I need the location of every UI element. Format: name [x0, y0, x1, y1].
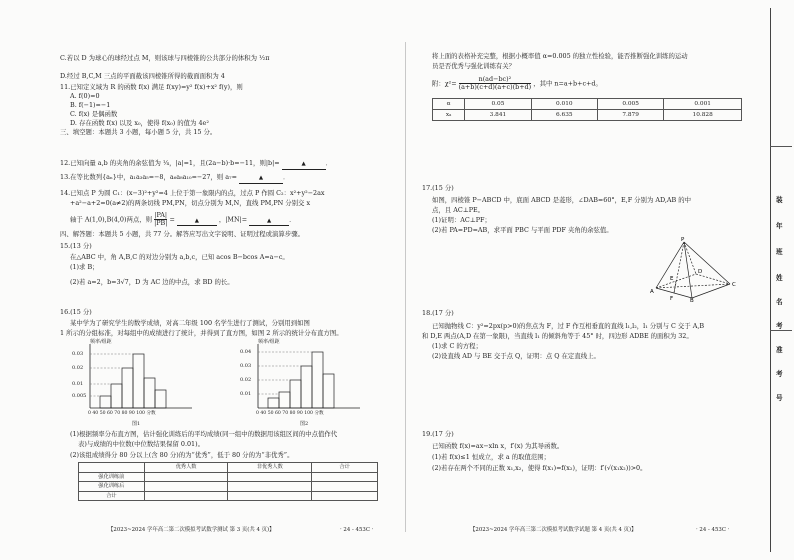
- histogram-2-plot: [240, 338, 370, 418]
- q16-title: 16.(15 分): [60, 308, 92, 316]
- q17-line3: (1)证明：AC⊥PF；: [432, 216, 491, 224]
- q11-stem: 11.已知定义域为 R 的函数 f(x) 满足 f(xy)=y² f(x)+x² f(y)，则: [60, 83, 243, 91]
- q19-line3: (2)若存在两个不同的正数 x₁,x₂，使得 f(x₁)=f(x₂)，证明：f′(√(x₁x₂))>0。: [432, 464, 647, 472]
- q15-line3: (2)若 a=2，b=3√7，D 为 AC 边的中点，求 BD 的长。: [70, 278, 234, 286]
- left-footer: 【2023~2024 学年高二第二次模拟考试数学测试 第 3 页(共 4 页)】: [108, 527, 275, 533]
- side-char: 名: [776, 298, 783, 306]
- q10-option-c: C.若以 D 为球心的球经过点 M，则该球与四棱锥的公共部分的体积为 ½π: [60, 54, 270, 62]
- q14-line1: 14.已知点 P 为圆 C₁：(x−3)²+y²=4 上位于第一象限内的点，过点 P 作圆 C₂：x²+y²−2ax: [60, 189, 325, 197]
- q18-line2: 和 D,E 两点(A,D 在第一象限)，当直线 l₁ 的倾斜角等于 45° 时，四边形 ADBE 的面积为 32。: [422, 332, 693, 340]
- table-row: α 0.05 0.010 0.005 0.001: [433, 99, 742, 110]
- q14-answer-blank-1: ▲: [177, 216, 217, 227]
- table-row: 合计: [79, 491, 378, 501]
- q15-line1: 在△ABC 中，角 A,B,C 的对边分别为 a,b,c，已知 acos B−bcos A=a−c。: [70, 253, 289, 261]
- q19-line2: (1)若 f(x)≤1 恒成立，求 a 的取值范围；: [432, 453, 551, 461]
- pyramid-label-p: P: [681, 237, 685, 243]
- q12-answer-blank: ▲: [282, 159, 326, 170]
- q13-answer-blank: ▲: [239, 173, 283, 184]
- q14-answer-blank-2: ▲: [249, 216, 289, 227]
- q16-line5: (2)该组成绩得分 80 分以上(含 80 分)的为“优秀”，低于 80 分的为“非优秀”。: [70, 451, 294, 459]
- section-4-heading: 四、解答题：本题共 5 小题，共 77 分。解答应写出文字说明、证明过程或演算步骤。: [60, 230, 304, 238]
- critical-value-table: [432, 98, 742, 121]
- q16-formula: 附：χ²= $\frac{\text{n(ad−bc)²}}{(a+b)(c+d)(a+c)(b+d)}$ ，其中 n=a+b+c+d。: [432, 75, 602, 91]
- q18-line3: (1)求 C 的方程；: [432, 342, 482, 350]
- table-row: 强化训练前: [79, 472, 378, 482]
- q16-line4: 表)与成绩的中位数(中位数结果保留 0.01)。: [78, 440, 204, 448]
- table-row: 优秀人数 非优秀人数 合计: [79, 463, 378, 473]
- page-divider: [405, 42, 406, 532]
- q16-cont-line2: 员是否优秀与强化训练有关？: [432, 62, 516, 70]
- q13: 13.在等比数列{aₙ}中，a₁a₃a₅=−8，a₆a₈a₁₀=−27，则 a₇= ▲ ．: [60, 173, 289, 184]
- right-footer: 【2023~2024 学年高三第二次模拟考试数学试题 第 4 页(共 4 页)】: [470, 527, 637, 533]
- q14-line3: 轴于 A(1,0),B(4,0)两点，则 $\frac{|PA|}{|PB|}$ = ▲ ，|MN|= ▲ ．: [70, 211, 296, 227]
- histogram-1: 频率/组距 0.03 0.02 0.01 0.005 0 40 50 60 70 80 90 100 分数 图1: [72, 338, 202, 438]
- q18-line4: (2)设直线 AD 与 BE 交于点 Q，证明：点 Q 在定直线上。: [432, 352, 600, 360]
- chi-square-fraction: $\frac{\text{n(ad−bc)²}}{(a+b)(c+d)(a+c)(b+d)}$: [458, 75, 532, 91]
- side-char: 年: [776, 222, 783, 230]
- pyramid-label-f: F: [670, 296, 674, 302]
- binding-margin: [764, 0, 794, 560]
- q16-line3: (1)根据频率分布直方图，估计强化训练后的平均成绩(同一组中的数据用该组区间的中点值作代: [70, 430, 338, 438]
- q15-line2: (1)求 B；: [70, 263, 99, 271]
- side-char: 姓: [776, 274, 783, 282]
- q16-line2: 1 所示的分组标准，对每组中的成绩进行了统计，并得到了直方图，如图 2 所示的统计分布直方图。: [60, 329, 343, 337]
- q11-option-b: B. f(−1)=−1: [70, 101, 111, 109]
- q18-line1: 已知抛物线 C：y²=2px(p>0)的焦点为 F，过 F 作互相垂直的直线 l₁,l₂，l₁ 分别与 C 交于 A,B: [432, 322, 705, 330]
- histogram-2: 频率/组距 0.04 0.03 0.02 0.01 0 40 50 60 70 80 90 100 分数 图2: [240, 338, 370, 438]
- pyramid-label-d: D: [698, 269, 703, 275]
- left-footer-code: · 24 - 453C ·: [340, 527, 374, 533]
- pyramid-label-a: A: [650, 289, 654, 295]
- q17-line4: (2)若 PA=PD=AB，求平面 PBC 与平面 PDF 夹角的余弦值。: [432, 226, 613, 234]
- q11-option-d: D. 存在函数 f(x) 以及 x₀，使得 f(x₀) 的值为 4e²: [70, 119, 209, 127]
- q19-line1: 已知函数 f(x)=ax−xln x，f′(x) 为其导函数。: [432, 442, 564, 450]
- section-3-heading: 三、填空题：本题共 3 小题，每小题 5 分，共 15 分。: [60, 128, 217, 136]
- histogram-1-plot: [72, 338, 202, 418]
- q17-line1: 如图，四棱锥 P−ABCD 中，底面 ABCD 是菱形，∠DAB=60°，E,F 分别为 AD,AB 的中: [432, 196, 692, 204]
- q17-line2: 点，且 AC⊥PE。: [432, 206, 485, 214]
- q12: 12.已知向量 a,b 的夹角的余弦值为 ¼，|a|=1，且(2a−b)·b=−11，则|b|= ▲ ．: [60, 159, 332, 170]
- side-char: 考: [776, 322, 783, 330]
- q16-cont-line1: 将上面的表格补充完整，根据小概率值 α=0.005 的独立性检验，能否推断强化训练的运动: [432, 52, 688, 60]
- table-row: 强化训练后: [79, 482, 378, 492]
- side-char: 装: [776, 196, 783, 204]
- q18-title: 18.(17 分): [422, 309, 454, 317]
- pyramid-figure: [648, 236, 738, 302]
- pyramid-label-c: C: [732, 282, 736, 288]
- side-char: 考: [776, 370, 783, 378]
- q17-title: 17.(15 分): [422, 184, 454, 192]
- right-footer-code: · 24 - 453C ·: [696, 527, 730, 533]
- pyramid-label-e: E: [670, 276, 674, 282]
- q11-option-a: A. f(0)=0: [70, 92, 100, 100]
- pyramid-label-b: B: [690, 298, 694, 302]
- q15-title: 15.(13 分): [60, 242, 92, 250]
- q10-option-d: D.经过 B,C,M 三点的平面截该四棱锥所得的截面面积为 4: [60, 72, 225, 80]
- side-char: 准: [776, 346, 783, 354]
- q19-title: 19.(17 分): [422, 430, 454, 438]
- q16-contingency-table: [78, 462, 378, 501]
- table-row: xₐ 3.841 6.635 7.879 10.828: [433, 110, 742, 121]
- q16-line1: 某中学为了研究学生的数学成绩，对高二年级 100 名学生进行了测试，分别用到如图: [70, 319, 310, 327]
- q14-line2: +a²−a+2=0(a≠2)的两条切线 PM,PN，切点分别为 M,N，直线 PM,PN 分别交 x: [70, 199, 311, 207]
- side-char: 班: [776, 248, 783, 256]
- q11-option-c: C. f(x) 是偶函数: [70, 110, 118, 118]
- side-char: 号: [776, 394, 783, 402]
- q14-fraction: $\frac{|PA|}{|PB|}$: [154, 211, 168, 227]
